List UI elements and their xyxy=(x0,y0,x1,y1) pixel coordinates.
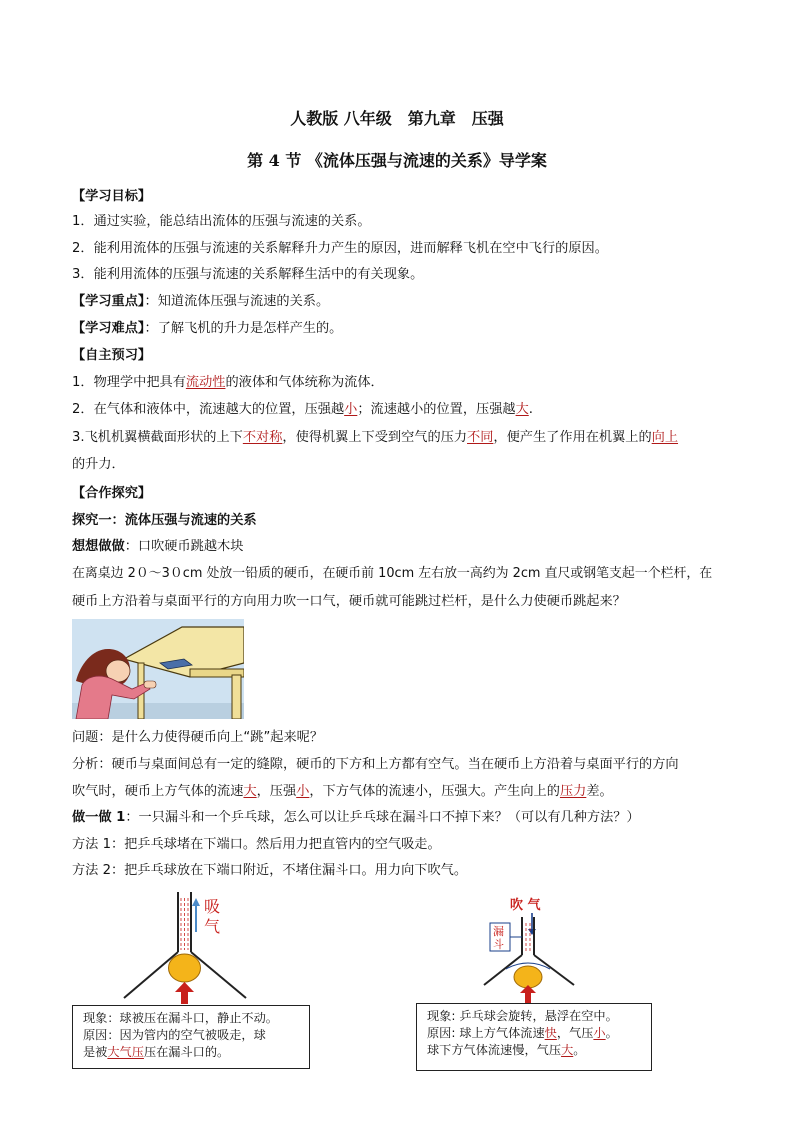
difficulty-line xyxy=(72,320,342,338)
preview-item-1 xyxy=(72,374,384,392)
caption-line xyxy=(427,1025,651,1042)
try-line xyxy=(72,538,243,556)
difficulty-text: ：了解飞机的升力是怎样产生的。 xyxy=(144,321,343,336)
difficulty-label: 【学习难点】 xyxy=(72,321,145,336)
text: ，使得机翼上下受到空气的压力 xyxy=(282,430,468,445)
figure2-caption-box xyxy=(416,1003,652,1071)
answer-blank: 向上 xyxy=(651,430,679,445)
funnel-blowing-diagram xyxy=(460,895,600,1003)
answer-blank: 大 xyxy=(561,1043,574,1057)
answer-blank: 小 xyxy=(296,784,310,799)
text: 吹气时，硬币上方气体的流速 xyxy=(72,784,244,799)
caption-line xyxy=(83,1044,309,1061)
answer-blank: 大气压 xyxy=(107,1045,144,1059)
method-1: 方法 1：把乒乓球堵在下端口。然后用力把直管内的空气吸走。 xyxy=(72,837,441,852)
text: . xyxy=(528,402,533,417)
explore-1-title: 探究一：流体压强与流速的关系 xyxy=(72,513,257,528)
text: 。 xyxy=(605,1026,618,1040)
text: 2．在气体和液体中，流速越大的位置，压强越 xyxy=(72,402,345,417)
girl-blowing-coin-illustration xyxy=(72,619,244,719)
try-text: ：口吹硬币跳越木块 xyxy=(124,539,244,554)
text: 3.飞机机翼横截面形状的上下 xyxy=(72,430,243,445)
text: 是被 xyxy=(83,1045,108,1059)
preview-item-3 xyxy=(72,429,678,447)
answer-blank: 流动性 xyxy=(185,375,226,390)
analysis-line-2 xyxy=(72,783,613,801)
answer-blank: 大 xyxy=(515,402,529,417)
answer-blank: 快 xyxy=(544,1026,557,1040)
answer-blank: 小 xyxy=(593,1026,606,1040)
text: ，下方气体的流速小，压强大。产生向上的 xyxy=(309,784,560,799)
goal-item: 2．能利用流体的压强与流速的关系解释升力产生的原因，进而解释飞机在空中飞行的原因。 xyxy=(72,241,608,256)
paragraph-line: 在离桌边 2０～3０cm 处放一铅质的硬币，在硬币前 10cm 左右放一高约为 2cm 直尺或钢笔支起一个栏杆，在 xyxy=(72,566,713,581)
answer-blank: 不对称 xyxy=(242,430,283,445)
text: 的液体和气体统称为流体． xyxy=(225,375,384,390)
funnel-label-2: 斗 xyxy=(493,938,504,951)
text: ；流速越小的位置，压强越 xyxy=(357,402,516,417)
question-line: 问题：是什么力使得硬币向上“跳”起来呢？ xyxy=(72,730,324,745)
caption-line: 原因：因为管内的空气被吸走，球 xyxy=(83,1028,266,1042)
do-it-line xyxy=(72,809,640,827)
key-point-label: 【学习重点】 xyxy=(72,294,145,309)
text: 1．物理学中把具有 xyxy=(72,375,186,390)
paragraph-line: 硬币上方沿着与桌面平行的方向用力吹一口气，硬币就可能跳过栏杆，是什么力使硬币跳起来？ xyxy=(72,594,626,609)
text: 球下方气体流速慢，气压 xyxy=(427,1043,562,1057)
coop-heading: 【合作探究】 xyxy=(72,486,152,501)
suck-label-2: 气 xyxy=(204,917,221,936)
text: ，压强 xyxy=(256,784,297,799)
funnel-label-1: 漏 xyxy=(493,925,504,938)
text: 原因: 球上方气体流速 xyxy=(427,1026,545,1040)
answer-blank: 不同 xyxy=(467,430,494,445)
text: ，便产生了作用在机翼上的 xyxy=(493,430,652,445)
preview-heading: 【自主预习】 xyxy=(72,348,152,363)
preview-item-3-cont: 的升力． xyxy=(72,457,125,472)
goal-item: 1．通过实验，能总结出流体的压强与流速的关系。 xyxy=(72,214,371,229)
caption-line xyxy=(427,1042,651,1059)
figure1-caption-box xyxy=(72,1005,310,1069)
key-point-text: ：知道流体压强与流速的关系。 xyxy=(144,294,330,309)
suck-label-1: 吸 xyxy=(204,897,221,916)
preview-item-2 xyxy=(72,401,533,419)
caption-line: 现象：球被压在漏斗口，静止不动。 xyxy=(83,1011,278,1025)
key-point-line xyxy=(72,293,329,311)
text: 压在漏斗口的。 xyxy=(143,1045,230,1059)
try-label: 想想做做 xyxy=(72,539,125,554)
text: ，气压 xyxy=(556,1026,594,1040)
do-it-label: 做一做 1 xyxy=(72,810,126,825)
goals-heading: 【学习目标】 xyxy=(72,189,152,204)
answer-blank: 压力 xyxy=(559,784,587,799)
lesson-title: 第 4 节 《流体压强与流速的关系》导学案 xyxy=(247,151,547,170)
blow-label: 吹 气 xyxy=(510,898,541,913)
analysis-line: 分析：硬币与桌面间总有一定的缝隙，硬币的下方和上方都有空气。当在硬币上方沿着与桌面平行的方向 xyxy=(72,757,679,772)
method-2: 方法 2：把乒乓球放在下端口附近，不堵住漏斗口。用力向下吹气。 xyxy=(72,863,468,878)
answer-blank: 小 xyxy=(344,402,358,417)
answer-blank: 大 xyxy=(243,784,257,799)
document-title: 人教版 八年级 第九章 压强 xyxy=(290,109,504,128)
caption-line: 现象: 乒乓球会旋转，悬浮在空中。 xyxy=(427,1009,618,1023)
goal-item: 3．能利用流体的压强与流速的关系解释生活中的有关现象。 xyxy=(72,267,424,282)
do-it-text: ：一只漏斗和一个乒乓球，怎么可以让乒乓球在漏斗口不掉下来？（可以有几种方法？） xyxy=(125,810,640,825)
funnel-suction-diagram xyxy=(120,890,280,1005)
text: 。 xyxy=(573,1043,586,1057)
text: 差。 xyxy=(586,784,613,799)
